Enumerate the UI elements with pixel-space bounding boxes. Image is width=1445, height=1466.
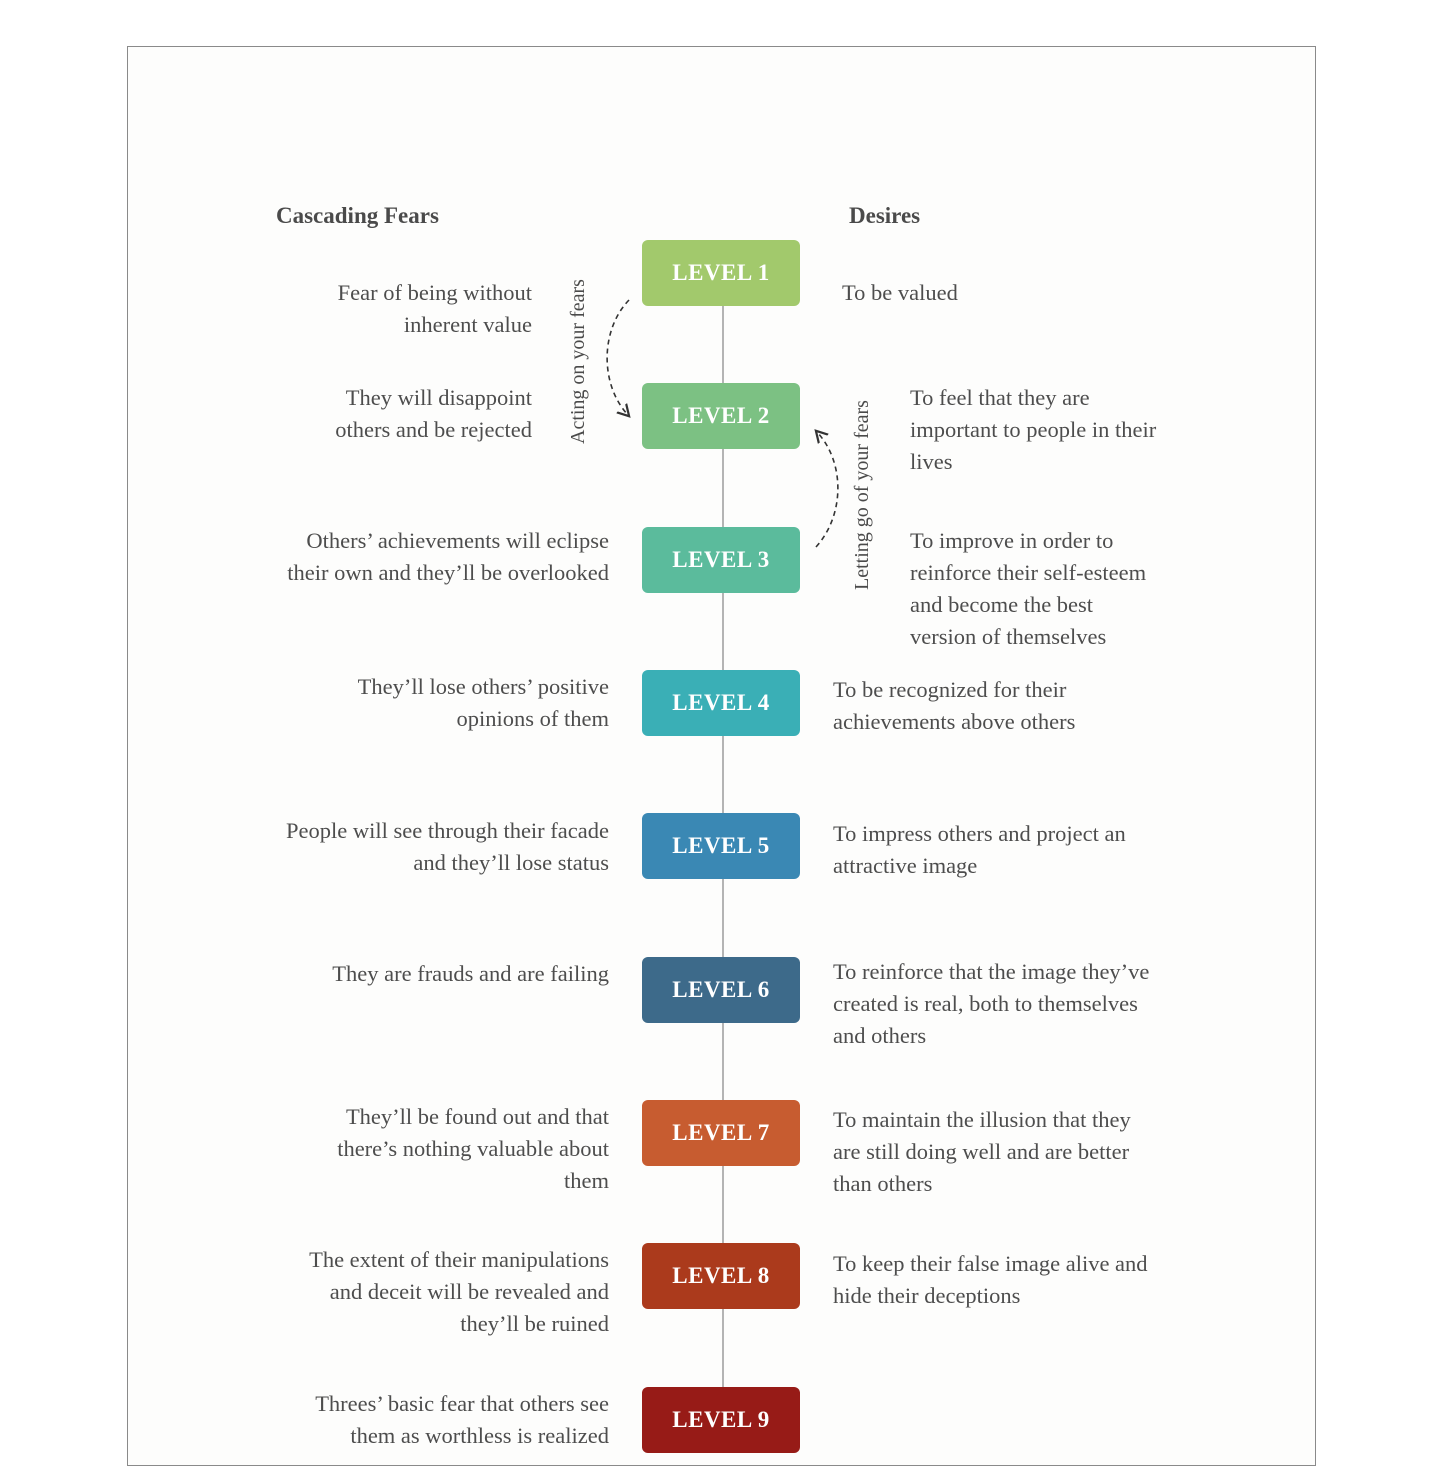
desire-line: are still doing well and are better [833,1139,1130,1164]
level-4-box: LEVEL 4 [642,670,800,736]
level-6-fear [332,958,609,990]
fear-line: They will disappoint [345,385,532,410]
acting-arrow [607,300,629,415]
level-7-fear [337,1101,609,1197]
level-7-desire [833,1104,1131,1200]
level-8-box: LEVEL 8 [642,1243,800,1309]
level-3-box: LEVEL 3 [642,527,800,593]
desire-line: To maintain the illusion that they [833,1107,1131,1132]
letting-go-arrow [816,432,838,547]
fear-line: They’ll lose others’ positive [357,674,609,699]
fear-line: Others’ achievements will eclipse [306,528,609,553]
desire-line: important to people in their [910,417,1157,442]
fear-line: opinions of them [456,706,609,731]
level-5-desire [833,818,1126,882]
level-4-desire [833,674,1075,738]
fear-line: They are frauds and are failing [332,961,609,986]
desire-line: than others [833,1171,933,1196]
desire-line: hide their deceptions [833,1283,1021,1308]
level-1-box: LEVEL 1 [642,240,800,306]
fear-line: them [564,1168,609,1193]
level-2-box: LEVEL 2 [642,383,800,449]
fear-line: Fear of being without [337,280,532,305]
desires-heading: Desires [849,203,921,228]
desire-line: To be valued [842,280,958,305]
level-3-desire [910,525,1146,653]
level-1-fear [338,277,532,341]
level-6-desire [833,956,1149,1052]
fear-line: They’ll be found out and that [345,1104,609,1129]
level-3-fear [287,525,609,589]
level-7-box: LEVEL 7 [642,1100,800,1166]
fear-line: People will see through their facade [285,818,609,843]
fear-line: they’ll be ruined [460,1311,609,1336]
desire-line: version of themselves [910,624,1107,649]
fear-line: their own and they’ll be overlooked [287,560,609,585]
level-2-fear [335,382,532,446]
level-5-box: LEVEL 5 [642,813,800,879]
desire-line: and become the best [910,592,1094,617]
fear-line: The extent of their manipulations [309,1247,609,1272]
level-9-box: LEVEL 9 [642,1387,800,1453]
desire-line: achievements above others [833,709,1076,734]
level-5-fear [286,815,609,879]
desire-line: and others [833,1023,927,1048]
fears-heading: Cascading Fears [276,203,439,228]
desire-line: To feel that they are [910,385,1090,410]
level-4-fear [358,671,609,735]
desire-line: created is real, both to themselves [833,991,1138,1016]
acting-label: Acting on your fears [567,279,589,444]
fear-line: and deceit will be revealed and [329,1279,609,1304]
desire-line: To keep their false image alive and [833,1251,1148,1276]
fear-line: there’s nothing valuable about [337,1136,609,1161]
desire-line: attractive image [833,853,978,878]
level-1-desire [842,277,958,309]
desire-line: reinforce their self-esteem [910,560,1147,585]
fear-line: and they’ll lose status [413,850,609,875]
level-2-desire [910,382,1156,478]
fear-line: them as worthless is realized [350,1423,609,1448]
fear-line: Threes’ basic fear that others see [315,1391,609,1416]
level-6-box: LEVEL 6 [642,957,800,1023]
fear-line: inherent value [403,312,532,337]
desire-line: To reinforce that the image they’ve [833,959,1150,984]
desire-line: To improve in order to [910,528,1114,553]
desire-line: lives [910,449,953,474]
level-8-desire [833,1248,1148,1312]
letting-go-label: Letting go of your fears [851,400,873,590]
level-8-fear [309,1244,609,1340]
fear-line: others and be rejected [335,417,532,442]
desire-line: To impress others and project an [833,821,1126,846]
level-9-fear [315,1388,609,1452]
desire-line: To be recognized for their [833,677,1067,702]
